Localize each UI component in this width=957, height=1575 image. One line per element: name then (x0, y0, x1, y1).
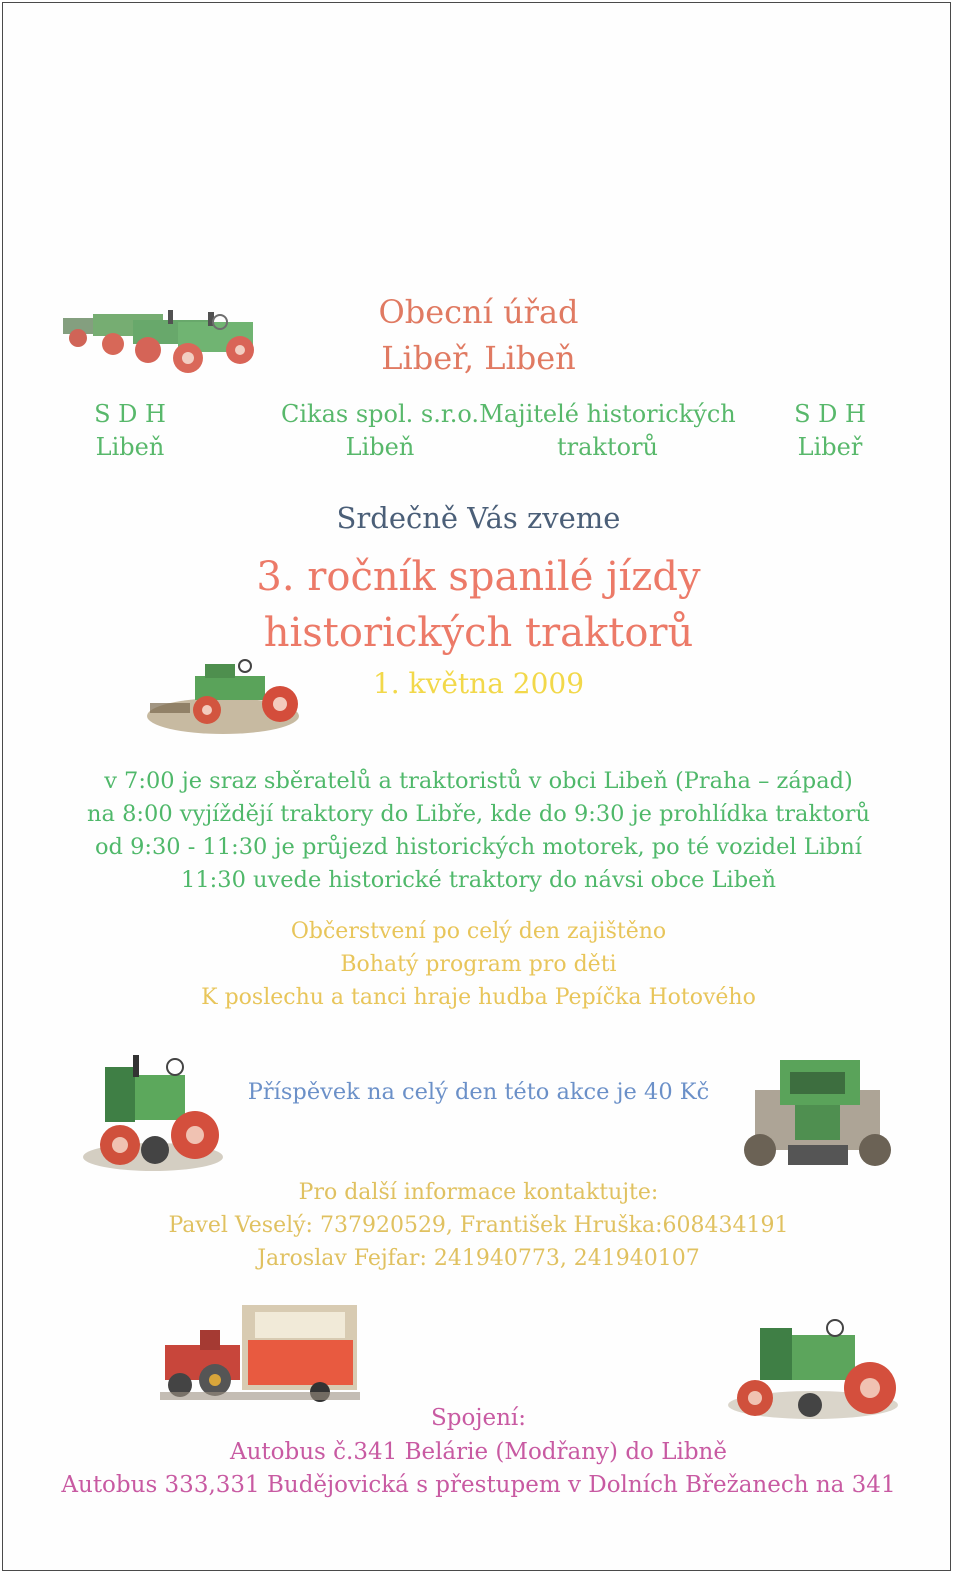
organizer-name: S D H (94, 400, 166, 428)
extras-line-3: K poslechu a tanci hraje hudba Pepíčka Hotového (201, 985, 756, 1010)
contact-line-2: Jaroslav Fejfar: 241940773, 241940107 (257, 1246, 700, 1271)
organizer-place: Libeř (797, 433, 863, 461)
organizer-name: Cikas spol. s.r.o. (281, 400, 479, 428)
organizer-place: Libeň (345, 433, 415, 461)
tractor-photo-bottom-right (725, 1310, 900, 1420)
program-line-2: na 8:00 vyjíždějí traktory do Libře, kde do 9:30 je prohlídka traktorů (87, 801, 870, 827)
transport-line-1: Autobus č.341 Belárie (Modřany) do Libně (230, 1439, 727, 1465)
event-date: 1. května 2009 (372, 667, 585, 700)
program-line-1: v 7:00 je sraz sběratelů a traktoristů v obci Libeň (Praha – západ) (104, 768, 853, 794)
organizer-sdh-liben (60, 398, 200, 464)
tractor-photo-right (740, 1050, 895, 1175)
event-title-line1: 3. ročník spanilé jízdy (256, 554, 701, 600)
invite-text: Srdečně Vás zveme (336, 501, 621, 535)
program-line-4: 11:30 uvede historické traktory do návsi obce Libeň (181, 867, 776, 893)
event-title-line2: historických traktorů (263, 610, 694, 656)
program-line-3: od 9:30 - 11:30 je průjezd historických motorek, po té vozidel Libní (95, 834, 862, 860)
office-title-line2: Libeř, Libeň (381, 339, 576, 377)
transport-heading: Spojení: (431, 1405, 526, 1431)
extras-line-2: Bohatý program pro děti (340, 952, 617, 977)
organizer-name: Majitelé historických (479, 400, 736, 428)
organizer-name: S D H (794, 400, 866, 428)
organizer-sdh-liber (760, 398, 900, 464)
tractor-trailer-photo (160, 1300, 365, 1405)
transport-line-2: Autobus 333,331 Budějovická s přestupem v Dolních Břežanech na 341 (61, 1472, 896, 1498)
organizer-tractor-owners (470, 398, 745, 464)
organizer-place: Libeň (95, 433, 165, 461)
office-title-line1: Obecní úřad (378, 293, 579, 331)
organizer-place: traktorů (557, 433, 658, 461)
contact-line-1: Pavel Veselý: 737920529, František Hruška:608434191 (168, 1213, 789, 1238)
contact-heading: Pro další informace kontaktujte: (298, 1180, 659, 1205)
extras-line-1: Občerstvení po celý den zajištěno (290, 919, 667, 944)
tractor-photo-left (75, 1045, 225, 1175)
fee-text: Příspěvek na celý den této akce je 40 Kč (247, 1079, 710, 1105)
